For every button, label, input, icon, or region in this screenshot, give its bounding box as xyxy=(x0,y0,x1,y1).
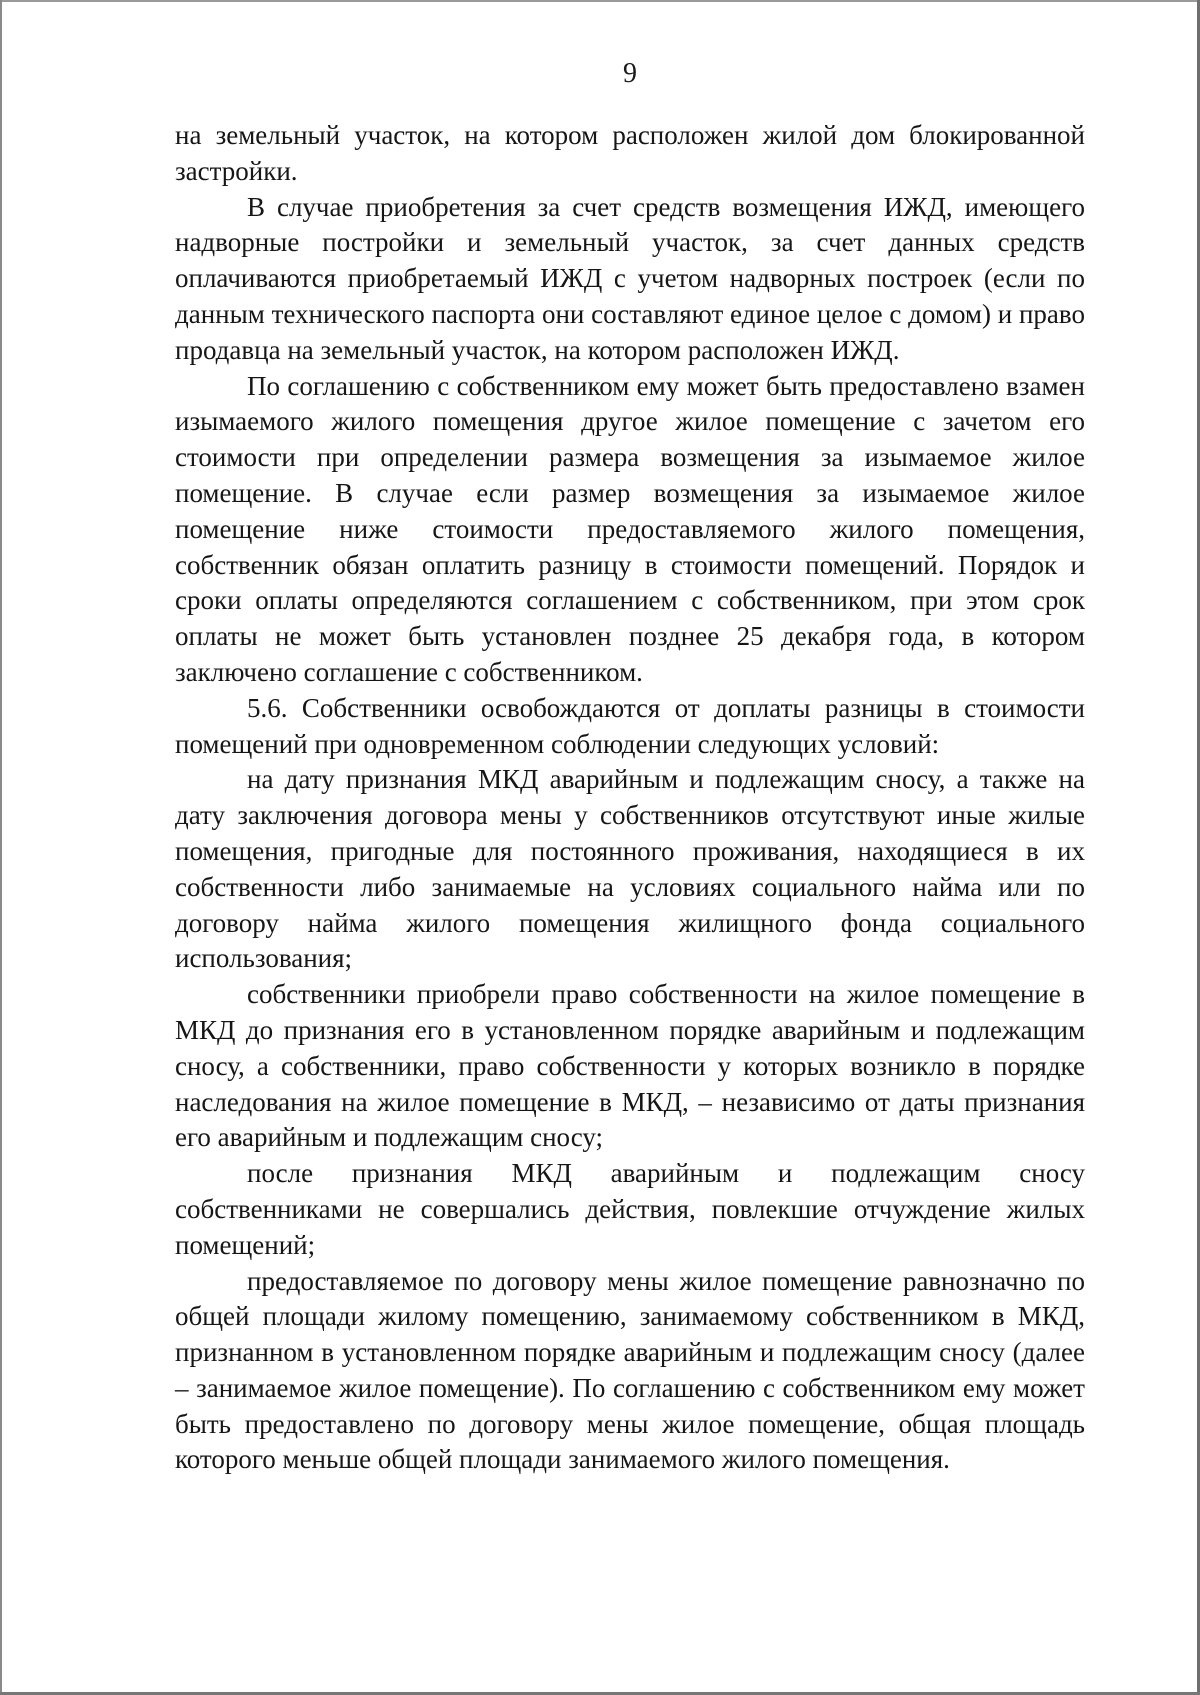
page-number: 9 xyxy=(623,58,637,89)
scan-edge-top xyxy=(0,0,1200,2)
paragraph-condition-1: на дату признания МКД аварийным и подлежащим сносу, а также на дату заключения договора мены у собственников отсутствуют иные жилые помещения, пригодные для постоянного проживания, находящиеся в их собственности либо занимаемые на условиях социального найма или по договору найма жилого помещения жилищного фонда социального использования; xyxy=(175,764,1085,974)
paragraph-clause-5-6: 5.6. Собственники освобождаются от доплаты разницы в стоимости помещений при одновременном соблюдении следующих условий: xyxy=(175,692,1085,759)
scan-edge-left xyxy=(0,0,2,1695)
paragraph-condition-4: предоставляемое по договору мены жилое помещение равнозначно по общей площади жилому помещению, занимаемому собственником в МКД, признанном в установленном порядке аварийным и подлежащим сносу (далее – занимаемое жилое помещение). По соглашению с собственником ему может быть предоставлено по договору мены жилое помещение, общая площадь которого меньше общей площади занимаемого жилого помещения. xyxy=(175,1265,1085,1475)
document-body xyxy=(175,118,1085,1478)
paragraph-izhd-purchase: В случае приобретения за счет средств возмещения ИЖД, имеющего надворные постройки и земельный участок, за счет данных средств оплачиваются приобретаемый ИЖД с учетом надворных построек (если по данным технического паспорта они составляют единое целое с домом) и право продавца на земельный участок, на котором расположен ИЖД. xyxy=(175,191,1085,365)
paragraph-condition-2: собственники приобрели право собственности на жилое помещение в МКД до признания его в установленном порядке аварийным и подлежащим сносу, а собственники, право собственности у которых возникло в порядке наследования на жилое помещение в МКД, – независимо от даты признания его аварийным и подлежащим сносу; xyxy=(175,979,1085,1153)
paragraph-owner-agreement: По соглашению с собственником ему может быть предоставлено взамен изымаемого жилого помещения другое жилое помещение с зачетом его стоимости при определении размера возмещения за изымаемое жилое помещение. В случае если размер возмещения за изымаемое жилое помещение ниже стоимости предоставляемого жилого помещения, собственник обязан оплатить разницу в стоимости помещений. Порядок и сроки оплаты определяются соглашением с собственником, при этом срок оплаты не может быть установлен позднее 25 декабря года, в котором заключено соглашение с собственником. xyxy=(175,370,1085,687)
paragraph-condition-3: после признания МКД аварийным и подлежащим сносу собственниками не совершались действия, повлекшие отчуждение жилых помещений; xyxy=(175,1158,1085,1260)
paragraph-continuation: на земельный участок, на котором расположен жилой дом блокированной застройки. xyxy=(175,120,1085,186)
